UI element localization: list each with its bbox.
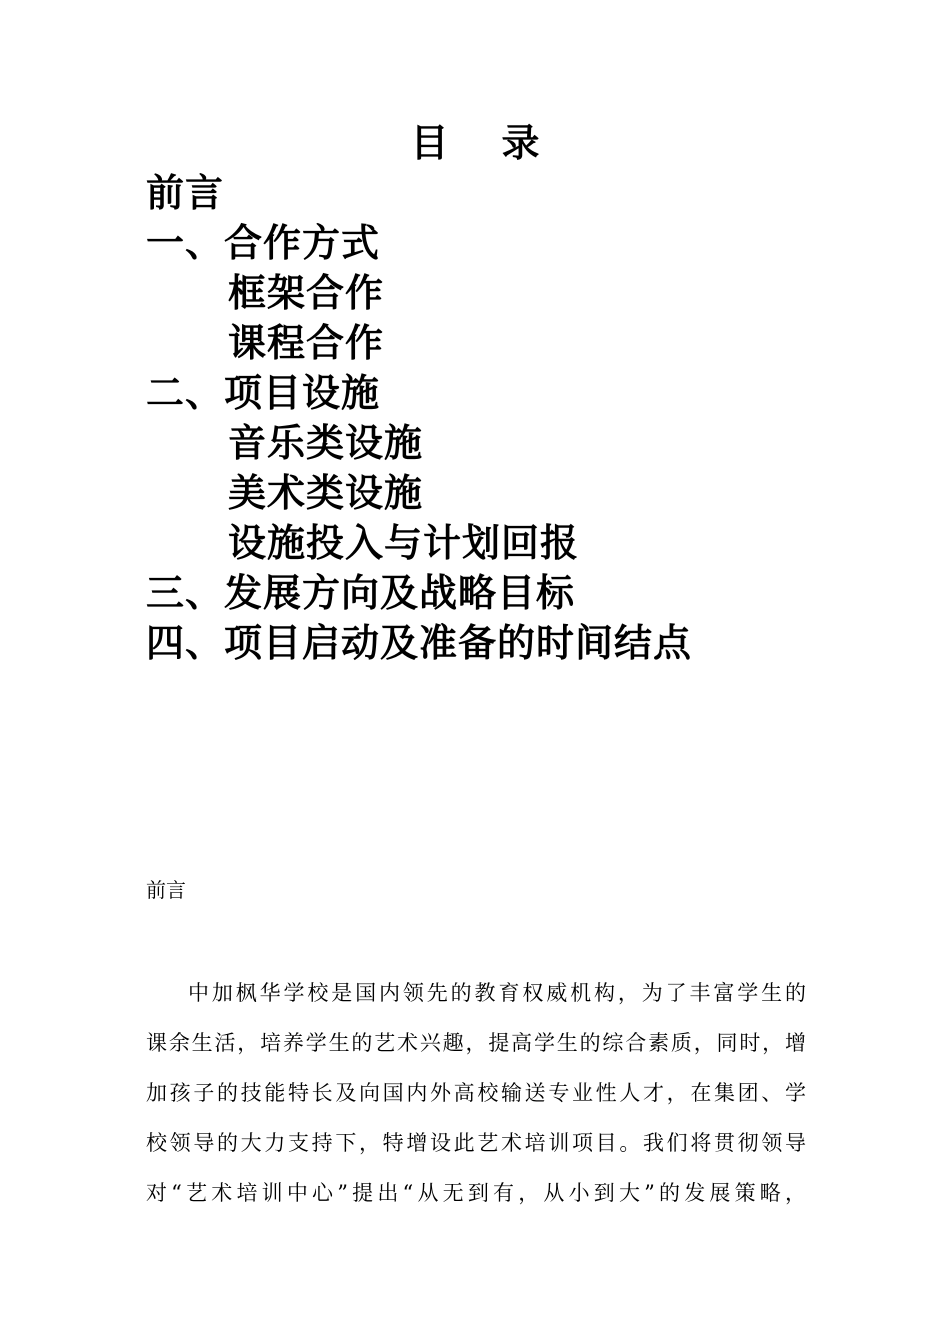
paragraph-line: 课余生活，培养学生的艺术兴趣，提高学生的综合素质，同时，增 <box>146 1031 806 1055</box>
paragraph-line: 对“艺术培训中心”提出“从无到有，从小到大”的发展策略， <box>146 1181 806 1205</box>
paragraph-line: 校领导的大力支持下，特增设此艺术培训项目。我们将贯彻领导 <box>146 1131 806 1155</box>
toc-item-preface: 前言 <box>146 170 225 215</box>
paragraph-line: 加孩子的技能特长及向国内外高校输送专业性人才，在集团、学 <box>146 1081 806 1105</box>
toc-item-development-strategy: 三、发展方向及战略目标 <box>146 570 576 615</box>
toc-item-project-facilities: 二、项目设施 <box>146 370 381 415</box>
preface-heading: 前言 <box>146 878 186 902</box>
toc-item-music-facilities: 音乐类设施 <box>228 420 424 465</box>
toc-item-framework-cooperation: 框架合作 <box>228 270 385 315</box>
toc-title: 目 录 <box>410 120 540 165</box>
toc-item-art-facilities: 美术类设施 <box>228 470 424 515</box>
toc-item-cooperation-mode: 一、合作方式 <box>146 220 381 265</box>
toc-item-investment-return: 设施投入与计划回报 <box>228 520 580 565</box>
toc-item-course-cooperation: 课程合作 <box>228 320 385 365</box>
paragraph-line: 中加枫华学校是国内领先的教育权威机构，为了丰富学生的 <box>188 981 806 1005</box>
toc-item-project-timeline: 四、项目启动及准备的时间结点 <box>146 620 693 665</box>
preface-paragraph <box>146 968 806 1218</box>
toc-list <box>146 168 906 668</box>
